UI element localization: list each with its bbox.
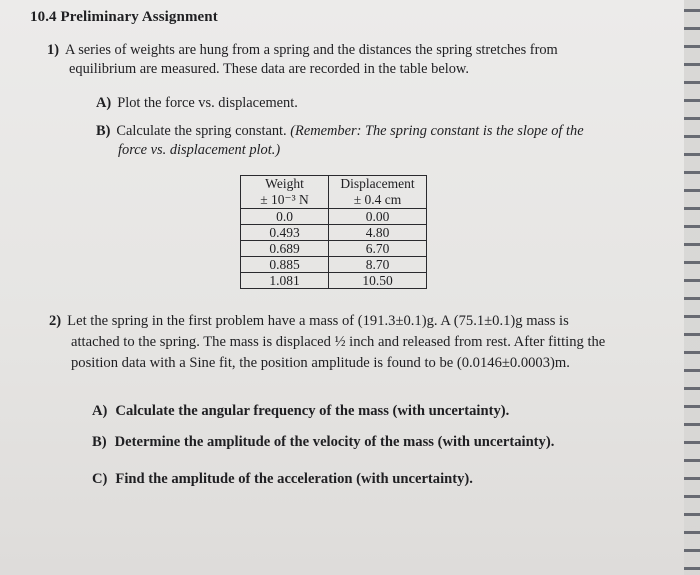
table-row xyxy=(241,225,427,241)
displacement-cell: 4.80 xyxy=(329,225,427,241)
part-text: Calculate the angular frequency of the mass (with uncertainty). xyxy=(115,403,510,419)
problem-2-text-line3: position data with a Sine fit, the position amplitude is found to be (0.0146±0.0003)m. xyxy=(71,355,570,371)
problem-2-part-c xyxy=(92,470,473,489)
part-label: A) xyxy=(96,95,112,111)
section-title: 10.4 Preliminary Assignment xyxy=(30,9,218,25)
weight-cell: 0.0 xyxy=(241,209,329,225)
problem-2-part-b xyxy=(92,433,554,452)
table-row xyxy=(241,209,427,225)
part-text-italic: (Remember: The spring constant is the slope of the xyxy=(290,123,584,139)
displacement-cell: 0.00 xyxy=(329,209,427,225)
column-header-weight: Weight ± 10⁻³ N xyxy=(241,176,329,209)
problem-1-part-b xyxy=(96,122,616,160)
weight-cell: 0.493 xyxy=(241,225,329,241)
problem-1-part-a xyxy=(96,94,298,113)
part-text: Calculate the spring constant. xyxy=(116,123,287,139)
part-label: A) xyxy=(92,403,108,419)
displacement-cell: 8.70 xyxy=(329,257,427,273)
weight-cell: 0.689 xyxy=(241,241,329,257)
part-text: Determine the amplitude of the velocity of the mass (with uncertainty). xyxy=(114,434,555,450)
problem-2-text-line1: Let the spring in the first problem have a mass of (191.3±0.1)g. A (75.1±0.1)g mass is xyxy=(67,313,569,329)
table-row xyxy=(241,273,427,289)
weight-displacement-table xyxy=(240,175,427,289)
part-text: Find the amplitude of the acceleration (with uncertainty). xyxy=(115,471,473,487)
part-label: B) xyxy=(92,434,107,450)
displacement-cell: 6.70 xyxy=(329,241,427,257)
problem-2-part-a xyxy=(92,402,509,421)
part-label: C) xyxy=(92,471,108,487)
problem-2-number: 2) xyxy=(49,313,62,329)
problem-1 xyxy=(47,41,607,79)
problem-1-text-line2: equilibrium are measured. These data are recorded in the table below. xyxy=(69,61,469,77)
table-row xyxy=(241,257,427,273)
part-text: Plot the force vs. displacement. xyxy=(117,95,298,111)
notebook-spiral-edge xyxy=(684,0,700,575)
part-label: B) xyxy=(96,123,111,139)
table-row xyxy=(241,241,427,257)
column-header-displacement: Displacement ± 0.4 cm xyxy=(329,176,427,209)
displacement-cell: 10.50 xyxy=(329,273,427,289)
weight-cell: 1.081 xyxy=(241,273,329,289)
problem-1-text-line1: A series of weights are hung from a spring and the distances the spring stretches from xyxy=(65,42,558,58)
table-header-row xyxy=(241,176,427,209)
problem-2-text-line2: attached to the spring. The mass is displaced ½ inch and released from rest. After fitting the xyxy=(71,334,606,350)
problem-2 xyxy=(49,311,649,374)
problem-1-number: 1) xyxy=(47,42,59,58)
weight-cell: 0.885 xyxy=(241,257,329,273)
part-text-line2: force vs. displacement plot.) xyxy=(118,142,281,158)
